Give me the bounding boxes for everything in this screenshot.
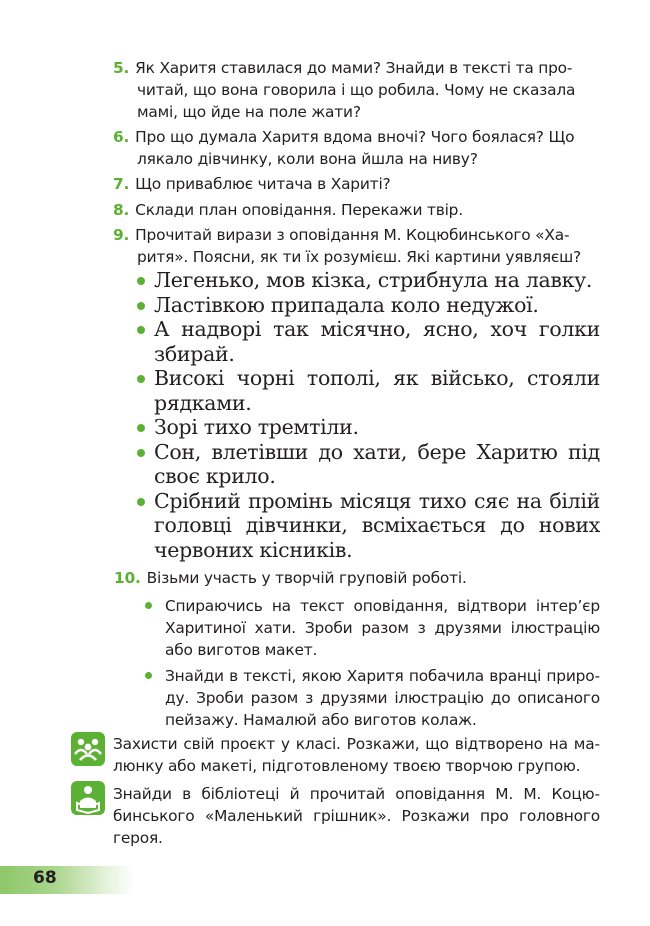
- question-text: Склади план оповідання. Перекажи твір.: [135, 201, 463, 219]
- bullet-icon: [137, 277, 145, 285]
- quote-item: Легенько, мов кізка, стрибнула на лавку.: [134, 268, 600, 293]
- quote-item: Зорі тихо тремтіли.: [134, 415, 600, 440]
- question-text: Що приваблює читача в Хариті?: [135, 175, 391, 193]
- page-number: 68: [33, 868, 57, 888]
- question-number: 8.: [113, 201, 130, 219]
- bullet-icon: [137, 424, 145, 432]
- question-10: [114, 567, 601, 589]
- quote-item: Високі чорні тополі, як військо, стояли рядками.: [134, 366, 600, 415]
- group-task-item: Спираючись на текст оповідання, відтвори інтер’єр Харитиної хати. Зроби разом з друзями ілюстрацію або виготов макет.: [145, 595, 600, 661]
- question-9: [113, 224, 600, 268]
- bullet-icon: [137, 498, 145, 506]
- question-5: [113, 57, 600, 123]
- question-number: 7.: [113, 175, 130, 193]
- question-text: Як Харитя ставилася до мами? Знайди в тексті та прочитай, що вона говорила і що робила. Чому не сказала мамі, що йде на поле жати?: [135, 59, 576, 121]
- reading-book-icon: [71, 781, 105, 815]
- bullet-icon: [137, 302, 145, 310]
- bullet-icon: [137, 449, 145, 457]
- question-number: 9.: [113, 226, 130, 244]
- question-text: Прочитай вирази з оповідання М. Коцюбинського «Харитя». Поясни, як ти їх розумієш. Які картини уявляєш?: [135, 226, 582, 266]
- task-read-library: Знайди в бібліотеці й прочитай оповідання М. М. Коцюбинського «Маленький грішник». Розкажи про головного героя.: [113, 785, 600, 847]
- page-number-bar: [0, 866, 135, 894]
- quote-item: А надворі так місячно, ясно, хоч голки збирай.: [134, 317, 600, 366]
- question-number: 5.: [113, 59, 130, 77]
- task-defend-project: Захисти свій проєкт у класі. Розкажи, що відтворено на малюнку або макеті, підготовленому твоєю творчою групою.: [113, 735, 600, 775]
- bullet-icon: [137, 375, 145, 383]
- question-text: Візьми участь у творчій груповій роботі.: [146, 569, 467, 587]
- bullet-icon: [145, 602, 152, 609]
- group-task-list: [145, 595, 600, 731]
- question-6: [113, 126, 600, 170]
- group-work-icon: [71, 732, 105, 766]
- question-text: Про що думала Харитя вдома вночі? Чого боялася? Що лякало дівчинку, коли вона йшла на ниву?: [135, 128, 575, 168]
- quote-item: Ластівкою припадала коло недужої.: [134, 293, 600, 318]
- question-7: [113, 173, 600, 195]
- quotes-list: [134, 268, 600, 562]
- question-8: [113, 199, 600, 221]
- quote-item: Сон, влетівши до хати, бере Харитю під своє крило.: [134, 440, 600, 489]
- bullet-icon: [145, 672, 152, 679]
- question-number: 10.: [114, 569, 141, 587]
- group-task-item: Знайди в тексті, якою Харитя побачила вранці природу. Зроби разом з друзями ілюстрацію до описаного пейзажу. Намалюй або виготов колаж.: [145, 665, 600, 731]
- quote-item: Срібний промінь місяця тихо сяє на білій головці дівчинки, всміхається до нових червоних кісників.: [134, 489, 600, 563]
- bullet-icon: [137, 326, 145, 334]
- question-number: 6.: [113, 128, 130, 146]
